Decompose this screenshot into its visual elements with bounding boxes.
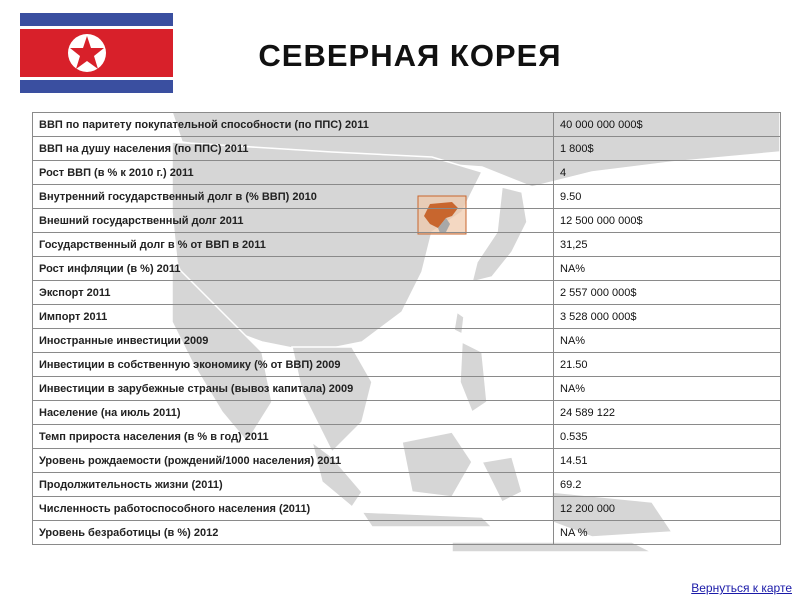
row-label: ВВП на душу населения (по ППС) 2011 [33, 137, 554, 161]
row-value: 2 557 000 000$ [554, 281, 781, 305]
row-value: NA % [554, 521, 781, 545]
row-label: Уровень рождаемости (рождений/1000 населения) 2011 [33, 449, 554, 473]
table-row [33, 401, 781, 425]
row-label: Рост ВВП (в % к 2010 г.) 2011 [33, 161, 554, 185]
row-value: 3 528 000 000$ [554, 305, 781, 329]
statistics-table [32, 112, 781, 545]
back-to-map-link[interactable]: Вернуться к карте [691, 581, 792, 595]
row-value: NA% [554, 329, 781, 353]
row-label: Население (на июль 2011) [33, 401, 554, 425]
row-value: 14.51 [554, 449, 781, 473]
row-label: Инвестиции в зарубежные страны (вывоз капитала) 2009 [33, 377, 554, 401]
north-korea-flag [20, 13, 173, 93]
table-row [33, 425, 781, 449]
table-row [33, 281, 781, 305]
table-row [33, 497, 781, 521]
row-label: Уровень безработицы (в %) 2012 [33, 521, 554, 545]
table-row [33, 449, 781, 473]
row-label: Импорт 2011 [33, 305, 554, 329]
table-row [33, 305, 781, 329]
row-value: 9.50 [554, 185, 781, 209]
table-row [33, 233, 781, 257]
row-label: Продолжительность жизни (2011) [33, 473, 554, 497]
row-value: 40 000 000 000$ [554, 113, 781, 137]
table-row [33, 473, 781, 497]
table-row [33, 185, 781, 209]
table-row [33, 209, 781, 233]
row-value: 12 200 000 [554, 497, 781, 521]
row-label: Государственный долг в % от ВВП в 2011 [33, 233, 554, 257]
row-label: Темп прироста населения (в % в год) 2011 [33, 425, 554, 449]
table-row [33, 521, 781, 545]
row-label: Иностранные инвестиции 2009 [33, 329, 554, 353]
row-label: Экспорт 2011 [33, 281, 554, 305]
row-value: NA% [554, 257, 781, 281]
row-value: 21.50 [554, 353, 781, 377]
row-value: NA% [554, 377, 781, 401]
table-row [33, 377, 781, 401]
table-row [33, 353, 781, 377]
row-label: ВВП по паритету покупательной способности (по ППС) 2011 [33, 113, 554, 137]
table-row [33, 257, 781, 281]
row-value: 24 589 122 [554, 401, 781, 425]
row-label: Численность работоспособного населения (2011) [33, 497, 554, 521]
row-value: 69.2 [554, 473, 781, 497]
row-label: Внешний государственный долг 2011 [33, 209, 554, 233]
row-value: 31,25 [554, 233, 781, 257]
row-label: Инвестиции в собственную экономику (% от ВВП) 2009 [33, 353, 554, 377]
table-row [33, 137, 781, 161]
row-value: 1 800$ [554, 137, 781, 161]
row-value: 4 [554, 161, 781, 185]
table-row [33, 161, 781, 185]
table-row [33, 329, 781, 353]
page-title: СЕВЕРНАЯ КОРЕЯ [258, 38, 562, 73]
table-row [33, 113, 781, 137]
row-value: 12 500 000 000$ [554, 209, 781, 233]
row-label: Внутренний государственный долг в (% ВВП) 2010 [33, 185, 554, 209]
row-label: Рост инфляции (в %) 2011 [33, 257, 554, 281]
row-value: 0.535 [554, 425, 781, 449]
